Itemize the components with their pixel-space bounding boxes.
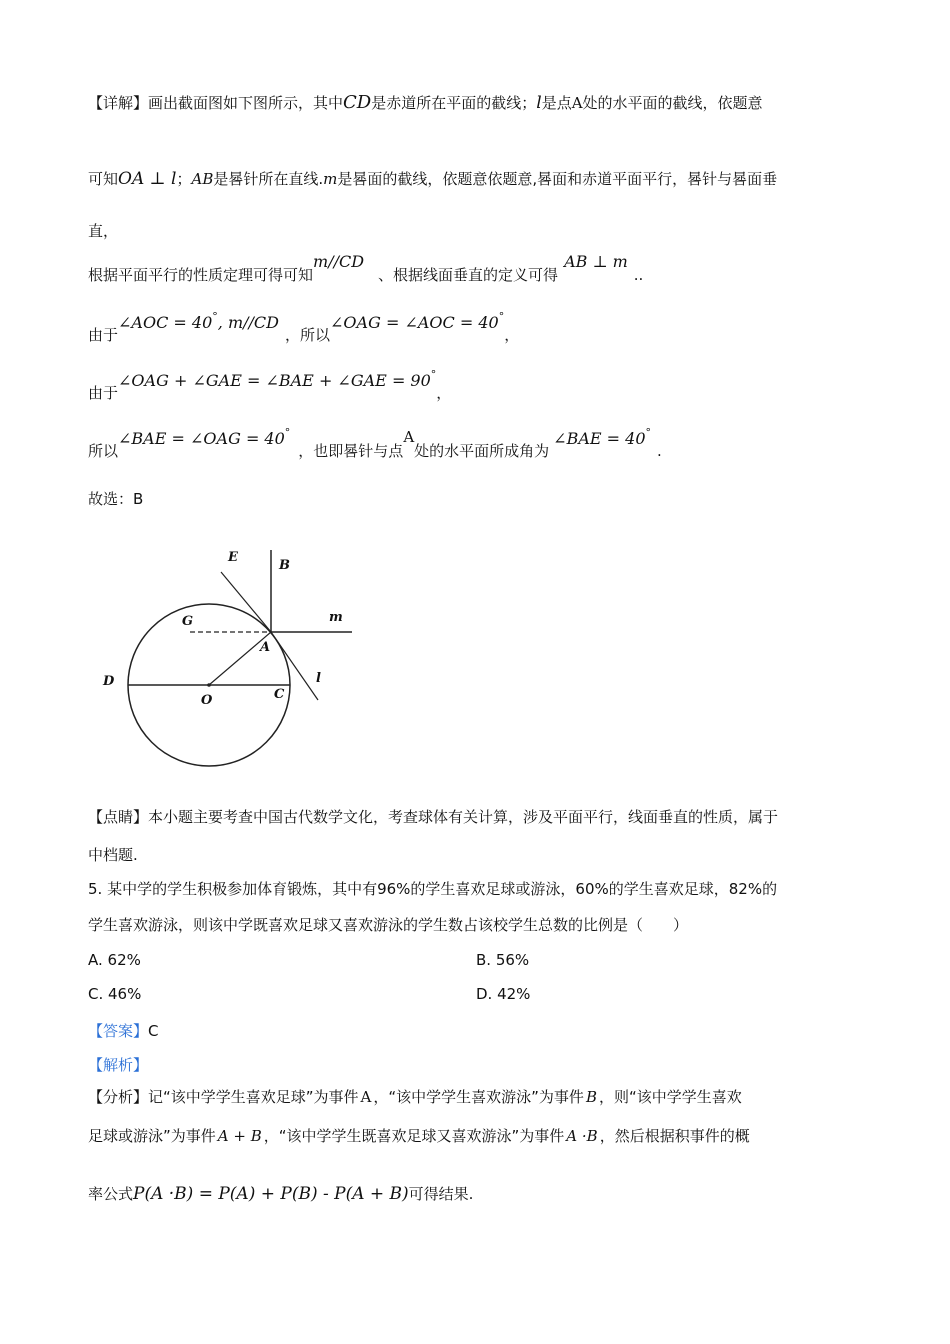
line-EA [221, 572, 271, 632]
detail-line-2: 可知OA ⊥ l；AB是晷针所在直线.m是晷面的截线，依题意依题意,晷面和赤道平面平行，晷针与晷面垂 [88, 169, 778, 189]
fenxi-line-1: 【分析】记“该中学学生喜欢足球”为事件 A ，“该中学学生喜欢游泳”为事件 B ，则“该中学学生喜欢 [88, 1088, 742, 1106]
option-B: B. 56% [476, 951, 530, 969]
comment-line-1: 【点睛】本小题主要考查中国古代数学文化，考查球体有关计算，涉及平面平行，线面垂直的性质，属于 [88, 808, 779, 826]
question-5-line-1: 5. 某中学的学生积极参加体育锻炼，其中有96%的学生喜欢足球或游泳，60%的学生喜欢足球，82%的 [88, 880, 778, 898]
fenxi-line-3: 率公式P(A ·B) = P(A) + P(B) - P(A + B)可得结果. [88, 1184, 474, 1204]
option-D: D. 42% [476, 985, 531, 1003]
answer-tag: 【答案】 [88, 1022, 149, 1040]
option-C: C. 46% [88, 985, 142, 1003]
fenxi-line-2: 足球或游泳”为事件 A + B ，“该中学学生既喜欢足球又喜欢游泳”为事件 A ·B ，然后根据积事件的概 [88, 1127, 750, 1145]
label-m: m [329, 610, 343, 625]
detail-line-4: 根据平面平行的性质定理可得可知m//CD、根据线面垂直的定义可得AB ⊥ m.. [88, 252, 644, 284]
label-A: A [260, 640, 271, 655]
detail-line-7: 所以∠BAE = ∠OAG = 40°，也即晷针与点A处的水平面所成角为∠BAE = 40°. [88, 426, 662, 460]
question-5-line-2: 学生喜欢游泳，则该中学既喜欢足球又喜欢游泳的学生数占该校学生总数的比例是（ ） [88, 916, 689, 934]
label-O: O [201, 693, 213, 708]
label-C: C [274, 687, 285, 702]
detail-line-3: 直， [88, 222, 119, 240]
label-G: G [182, 614, 194, 629]
option-A: A. 62% [88, 951, 141, 969]
detail-line-6: 由于∠OAG + ∠GAE = ∠BAE + ∠GAE = 90°， [88, 368, 452, 402]
label-l: l [316, 671, 321, 686]
detail-line-1: 【详解】画出截面图如下图所示，其中CD是赤道所在平面的截线；l是点A处的水平面的截线，依题意 [88, 92, 763, 113]
answer-value: C [148, 1022, 159, 1040]
answer-line [88, 1020, 159, 1041]
analysis-tag: 【解析】 [88, 1056, 149, 1074]
label-B: B [279, 558, 290, 573]
detail-line-5: 由于∠AOC = 40°, m//CD，所以∠OAG = ∠AOC = 40°， [88, 310, 520, 344]
comment-line-2: 中档题. [88, 846, 138, 864]
label-E: E [228, 550, 238, 565]
analysis-line [88, 1054, 148, 1075]
point-O [207, 683, 211, 687]
label-D: D [103, 674, 115, 689]
detail-choice: 故选：B [88, 490, 144, 508]
